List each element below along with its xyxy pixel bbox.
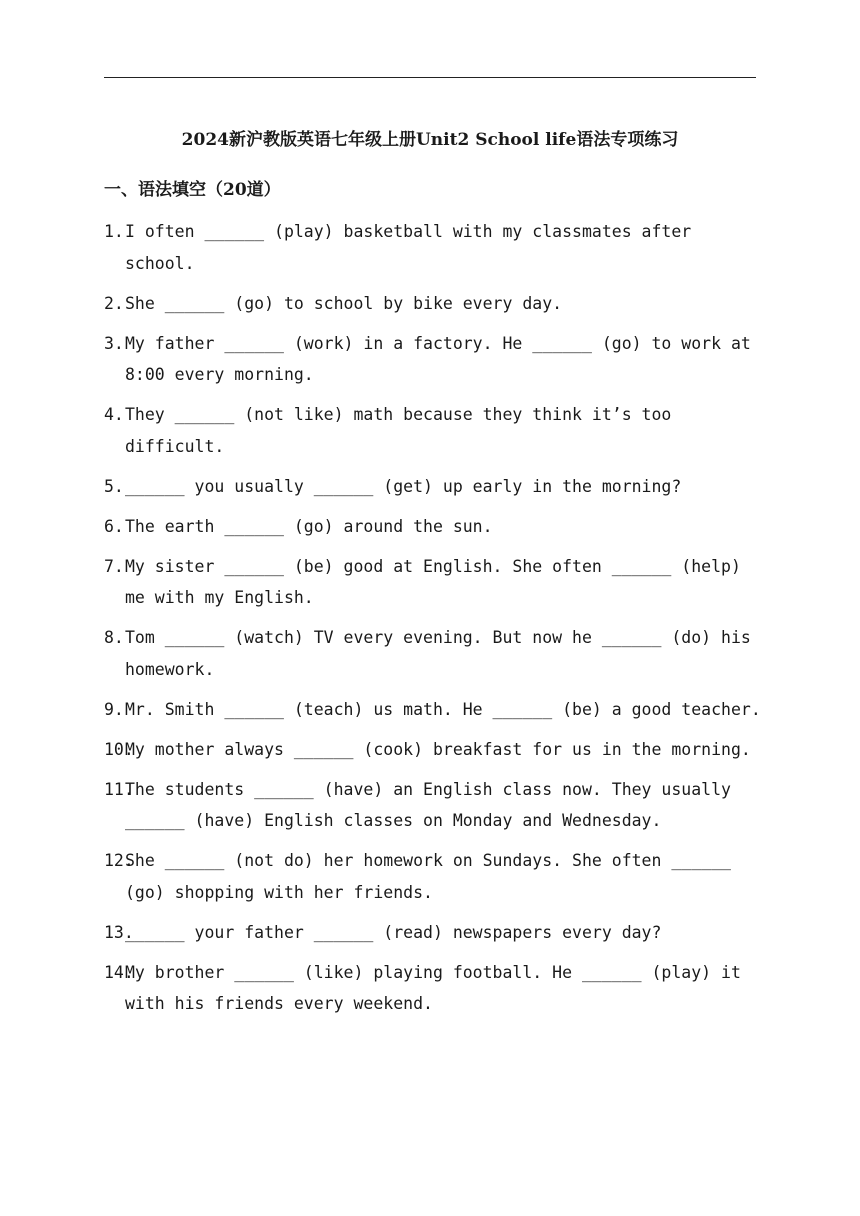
question-number: 2. [104, 293, 124, 313]
question-number: 10. [104, 739, 134, 759]
question-item [104, 288, 764, 320]
header-rule [104, 77, 756, 78]
question-number: 1. [104, 222, 124, 241]
question-item [104, 328, 764, 391]
question-item [104, 471, 764, 503]
question-number: 11. [104, 779, 134, 799]
question-item [104, 622, 764, 685]
question-item [104, 511, 764, 543]
question-number: 8. [104, 628, 124, 647]
question-item [104, 917, 764, 949]
question-number: 4. [104, 405, 124, 424]
question-item [104, 957, 764, 1020]
question-text: My brother ______ (like) playing football. He ______ (play) it with his friends every weekend. [125, 962, 751, 1013]
question-text: Tom ______ (watch) TV every evening. But now he ______ (do) his homework. [125, 628, 761, 679]
question-number: 12. [104, 851, 134, 870]
question-number: 13. [104, 922, 134, 942]
question-text: ______ your father ______ (read) newspapers every day? [125, 922, 662, 942]
question-text: She ______ (go) to school by bike every day. [125, 293, 563, 313]
question-number: 7. [104, 556, 124, 576]
question-number: 6. [104, 516, 124, 536]
question-text: They ______ (not like) math because they think it’s too difficult. [125, 405, 682, 456]
question-item [104, 845, 764, 908]
question-item [104, 694, 764, 726]
question-text: My sister ______ (be) good at English. She often ______ (help) me with my English. [125, 556, 751, 607]
question-number: 3. [104, 333, 124, 353]
document-title: 2024新沪教版英语七年级上册Unit2 School life语法专项练习 [181, 130, 679, 150]
question-text: My mother always ______ (cook) breakfast for us in the morning. [125, 739, 751, 759]
question-text: I often ______ (play) basketball with my classmates after school. [125, 222, 702, 273]
question-text: ______ you usually ______ (get) up early in the morning? [125, 476, 682, 496]
question-item [104, 551, 764, 614]
question-number: 5. [104, 476, 124, 496]
question-item [104, 734, 764, 766]
question-text: My father ______ (work) in a factory. He ______ (go) to work at 8:00 every morning. [125, 333, 761, 384]
question-number: 14. [104, 962, 134, 982]
question-text: The earth ______ (go) around the sun. [125, 516, 493, 536]
question-item [104, 399, 764, 462]
section-heading: 一、语法填空（20道） [104, 180, 281, 200]
question-item [104, 216, 764, 279]
question-list [104, 216, 764, 1028]
question-text: Mr. Smith ______ (teach) us math. He ______ (be) a good teacher. [125, 699, 761, 719]
question-item [104, 774, 764, 837]
question-text: She ______ (not do) her homework on Sundays. She often ______ (go) shopping with her friends. [125, 851, 741, 902]
question-text: The students ______ (have) an English class now. They usually ______ (have) English classes on Monday and Wednesday. [125, 779, 741, 830]
question-number: 9. [104, 699, 124, 719]
